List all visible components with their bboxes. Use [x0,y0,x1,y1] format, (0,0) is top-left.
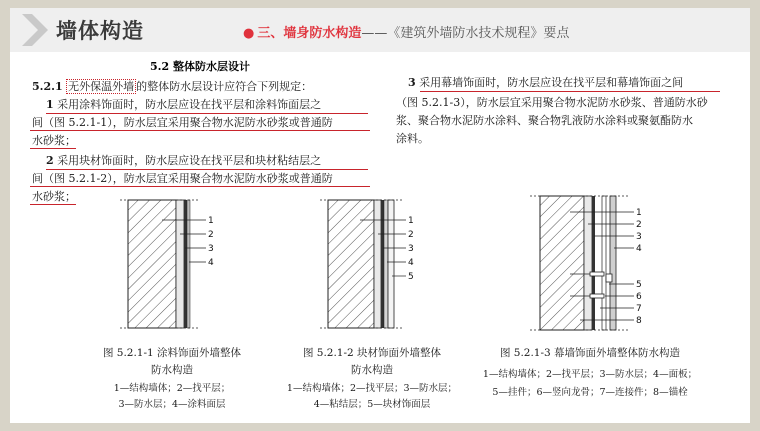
fig1-callout-3: 3 [208,244,214,254]
fig1-legend-line1: 1—结构墙体；2—找平层； [113,383,231,394]
fig1-callout-1: 1 [208,216,214,226]
item3-text1: 采用幕墙饰面时，防水层应设在找平层和幕墙饰面之间 [419,76,684,89]
slide [10,8,750,423]
fig1-caption-line2: 防水构造 [151,364,193,376]
fig2-caption-line2: 防水构造 [351,364,393,376]
fig2-caption-line1: 图 5.2.1-2 块材饰面外墙整体 [302,347,442,359]
fig3-callout-4: 4 [636,244,642,254]
subtitle-red: 三、墙身防水构造 [257,26,362,41]
figure-1-diagram [110,194,220,334]
fig3-callout-5: 5 [636,280,642,290]
item1-underline-2 [30,130,370,131]
figure-2-diagram [310,194,420,334]
fig3-caption-line1: 图 5.2.1-3 幕墙饰面外墙整体防水构造 [499,347,681,359]
fig2-callout-2: 2 [408,230,414,240]
item2-line1 [46,152,321,168]
item2-line3: 水砂浆； [32,190,76,203]
item3-line4: 涂料。 [396,132,429,145]
fig1-legend-line2: 3—防水层；4—涂料面层 [118,399,226,410]
item2-number: 2 [46,154,54,167]
fig3-legend-line2: 5—挂件；6—竖向龙骨；7—连接件；8—锚栓 [492,387,688,398]
item1-number: 1 [46,98,54,111]
item2-underline-2 [30,186,370,187]
item2-line2: 间（图 5.2.1-2），防水层宜采用聚合物水泥防水砂浆或普通防 [32,172,333,185]
fig3-callout-7: 7 [636,304,642,314]
fig1-caption-line1: 图 5.2.1-1 涂料饰面外墙整体 [102,347,242,359]
item3-line1 [408,74,683,90]
item3-number: 3 [408,76,416,89]
section-title: 5.2 整体防水层设计 [150,60,250,73]
item1-line1 [46,96,321,112]
figure-3-diagram [510,190,650,336]
fig3-callout-1: 1 [636,208,642,218]
clause-boxed-text: 无外保温外墙 [68,80,135,93]
subtitle-rest: ——《建筑外墙防水技术规程》要点 [361,26,570,41]
item2-underline-3 [30,204,76,205]
fig2-callout-5: 5 [408,272,414,282]
item3-line2: （图 5.2.1-3），防水层宜采用聚合物水泥防水砂浆、普通防水砂 [396,96,708,109]
chevron-right-icon [18,12,54,48]
item1-text1: 采用涂料饰面时，防水层应设在找平层和涂料饰面层之 [57,98,322,111]
fig3-callout-8: 8 [636,316,642,326]
fig2-callout-1: 1 [408,216,414,226]
fig2-callout-3: 3 [408,244,414,254]
bullet-icon: ● [243,26,255,41]
fig2-legend-line1: 1—结构墙体；2—找平层；3—防水层； [286,383,458,394]
header-band [10,8,750,52]
clause-intro [32,78,312,94]
item1-underline-3 [30,148,76,149]
clause-rest-text: 的整体防水层设计应符合下列规定： [136,80,313,93]
fig3-legend-line1: 1—结构墙体；2—找平层；3—防水层；4—面板； [482,369,698,380]
fig3-callout-6: 6 [636,292,642,302]
page-subtitle [243,22,569,41]
item3-line3: 浆、聚合物水泥防水涂料、聚合物乳液防水涂料或聚氨酯防水 [396,114,693,127]
item1-line3: 水砂浆； [32,134,76,147]
fig2-callout-4: 4 [408,258,414,268]
fig3-callout-3: 3 [636,232,642,242]
clause-number: 5.2.1 [32,80,63,93]
fig3-callout-2: 2 [636,220,642,230]
fig1-callout-2: 2 [208,230,214,240]
item2-text1: 采用块材饰面时，防水层应设在找平层和块材粘结层之 [57,154,322,167]
item1-line2: 间（图 5.2.1-1），防水层宜采用聚合物水泥防水砂浆或普通防 [32,116,333,129]
fig2-legend-line2: 4—粘结层；5—块材饰面层 [313,399,431,410]
fig1-callout-4: 4 [208,258,214,268]
page-title: 墙体构造 [56,19,144,43]
item3-underline [420,91,720,92]
